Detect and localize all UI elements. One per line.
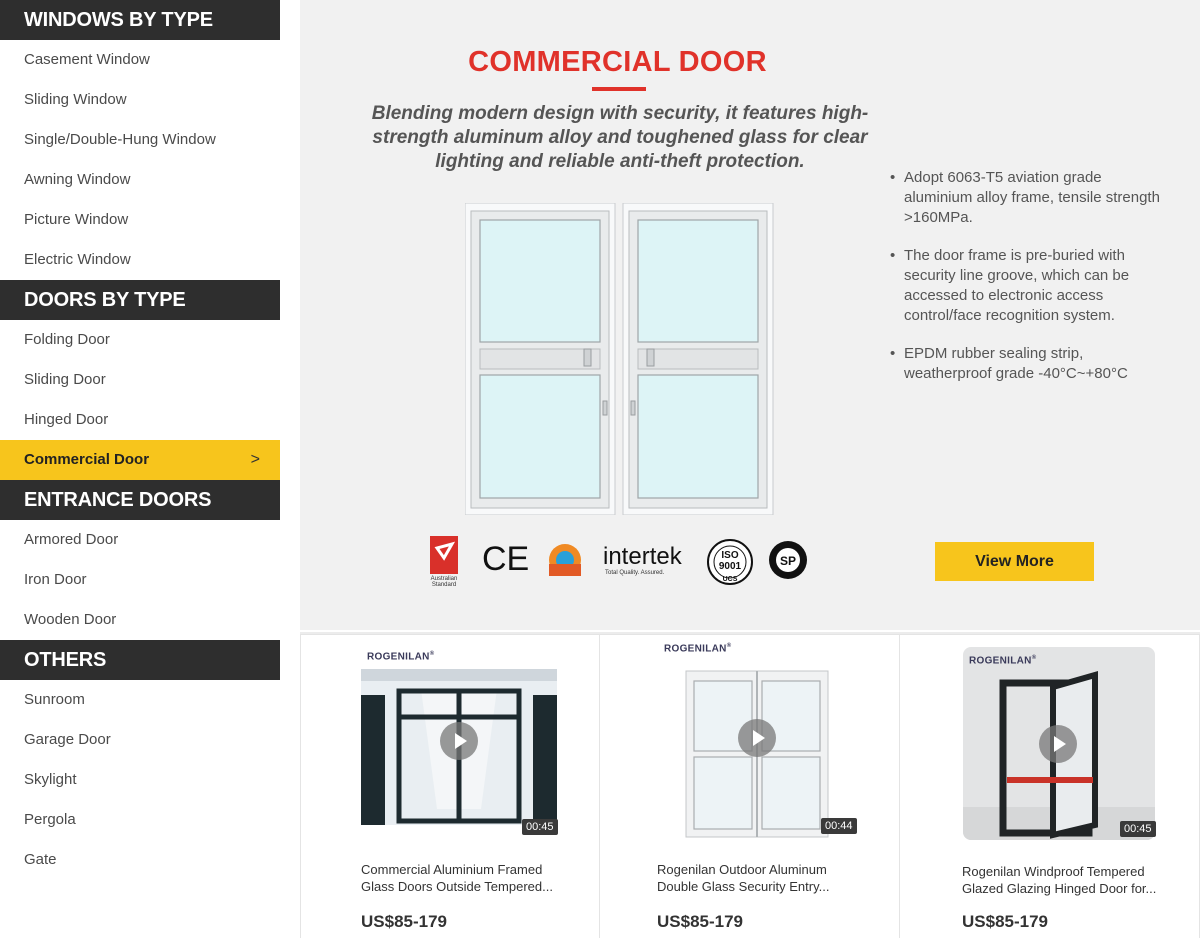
feature-item: • Adopt 6063-T5 aviation grade aluminium alloy frame, tensile strength >160MPa.: [890, 168, 1160, 228]
brand-name: ROGENILAN: [367, 651, 430, 663]
product-list: [300, 632, 1200, 938]
product-price: US$85-179: [361, 912, 448, 931]
section-header-others: OTHERS: [0, 640, 280, 680]
sidebar-item-pergola[interactable]: Pergola: [24, 811, 76, 828]
section-header-entrance: ENTRANCE DOORS: [0, 480, 280, 520]
svg-text:9001: 9001: [718, 561, 742, 572]
hero-subtitle: Blending modern design with security, it features high-strength aluminum alloy and toughened glass for clear lighting and reliable anti-theft protection.: [371, 103, 869, 172]
sidebar-item-skylight[interactable]: Skylight: [24, 771, 77, 788]
sidebar-item-commercial-door[interactable]: [0, 440, 280, 480]
product-title-line: Commercial Aluminium Framed: [361, 862, 543, 877]
sidebar-item-armored-door[interactable]: Armored Door: [24, 531, 119, 548]
sidebar-item-garage-door[interactable]: Garage Door: [24, 731, 111, 748]
svg-text:Australian: Australian: [430, 576, 458, 582]
product-title-line: Rogenilan Windproof Tempered: [962, 864, 1145, 879]
feature-item: • EPDM rubber sealing strip, weatherproof grade -40°C~+80°C: [890, 344, 1160, 384]
sidebar-item-wooden-door[interactable]: Wooden Door: [24, 611, 117, 628]
section-header-doors: DOORS BY TYPE: [0, 280, 280, 320]
svg-text:Total Quality. Assured.: Total Quality. Assured.: [605, 570, 665, 576]
video-duration: 00:45: [1120, 821, 1156, 837]
product-card[interactable]: [300, 634, 600, 938]
view-more-button[interactable]: View More: [935, 542, 1094, 581]
brand-logo: ROGENILAN®: [367, 651, 435, 663]
feature-list: [890, 168, 1160, 402]
sidebar-item-casement-window[interactable]: Casement Window: [24, 51, 150, 68]
product-title-line: Double Glass Security Entry...: [657, 879, 830, 894]
hero-banner: [300, 0, 1200, 630]
chevron-right-icon: >: [250, 451, 260, 468]
play-icon[interactable]: [1039, 725, 1077, 763]
page-title: COMMERCIAL DOOR: [468, 46, 767, 78]
product-title-line: Glass Doors Outside Tempered...: [361, 879, 553, 894]
sidebar-item-hung-window[interactable]: Single/Double-Hung Window: [24, 131, 216, 148]
svg-text:UCS: UCS: [722, 576, 738, 583]
section-header-windows: WINDOWS BY TYPE: [0, 0, 280, 40]
play-icon[interactable]: [738, 719, 776, 757]
brand-logo: ROGENILAN®: [969, 655, 1037, 667]
svg-text:intertek: intertek: [603, 543, 682, 570]
sunburst-icon: [549, 544, 581, 576]
svg-text:ISO: ISO: [721, 550, 739, 561]
video-duration: 00:44: [821, 818, 857, 834]
sidebar-item-awning-window[interactable]: Awning Window: [24, 171, 131, 188]
australian-standard-icon: [430, 536, 458, 588]
svg-text:SP: SP: [779, 554, 797, 568]
svg-text:CE: CE: [482, 540, 530, 578]
intertek-logo-icon: [603, 543, 683, 576]
sidebar-item-hinged-door[interactable]: Hinged Door: [24, 411, 109, 428]
title-underline: [592, 87, 646, 91]
iso-9001-icon: [708, 540, 752, 584]
product-card[interactable]: [599, 634, 900, 938]
sidebar: [0, 0, 280, 938]
certification-logos: [425, 534, 815, 590]
brand-logo: ROGENILAN®: [664, 643, 732, 655]
door-product-image: [465, 203, 775, 515]
ce-mark-icon: [482, 540, 529, 578]
product-title-line: Glazed Glazing Hinged Door for...: [962, 881, 1157, 896]
sidebar-item-sliding-window[interactable]: Sliding Window: [24, 91, 127, 108]
certification-logos-graphic: [425, 534, 815, 590]
sidebar-item-gate[interactable]: Gate: [24, 851, 57, 868]
product-price: US$85-179: [657, 912, 744, 931]
sidebar-item-sunroom[interactable]: Sunroom: [24, 691, 85, 708]
sidebar-item-sliding-door[interactable]: Sliding Door: [24, 371, 106, 388]
product-price: US$85-179: [962, 912, 1049, 931]
sidebar-item-label: Commercial Door: [24, 451, 150, 468]
sidebar-item-electric-window[interactable]: Electric Window: [24, 251, 131, 268]
sidebar-item-folding-door[interactable]: Folding Door: [24, 331, 110, 348]
video-duration: 00:45: [522, 819, 558, 835]
sidebar-item-picture-window[interactable]: Picture Window: [24, 211, 129, 228]
sidebar-item-iron-door[interactable]: Iron Door: [24, 571, 87, 588]
csa-logo-icon: [769, 541, 807, 579]
feature-item: • The door frame is pre-buried with security line groove, which can be accessed to electronic access control/face recognition system.: [890, 246, 1160, 326]
play-icon[interactable]: [440, 722, 478, 760]
product-title[interactable]: [962, 863, 1162, 897]
brand-name: ROGENILAN: [969, 655, 1032, 667]
product-title[interactable]: [657, 861, 857, 895]
svg-text:Standard: Standard: [431, 582, 457, 588]
brand-name: ROGENILAN: [664, 643, 727, 655]
product-card[interactable]: [899, 634, 1200, 938]
product-title[interactable]: [361, 861, 561, 895]
product-title-line: Rogenilan Outdoor Aluminum: [657, 862, 827, 877]
